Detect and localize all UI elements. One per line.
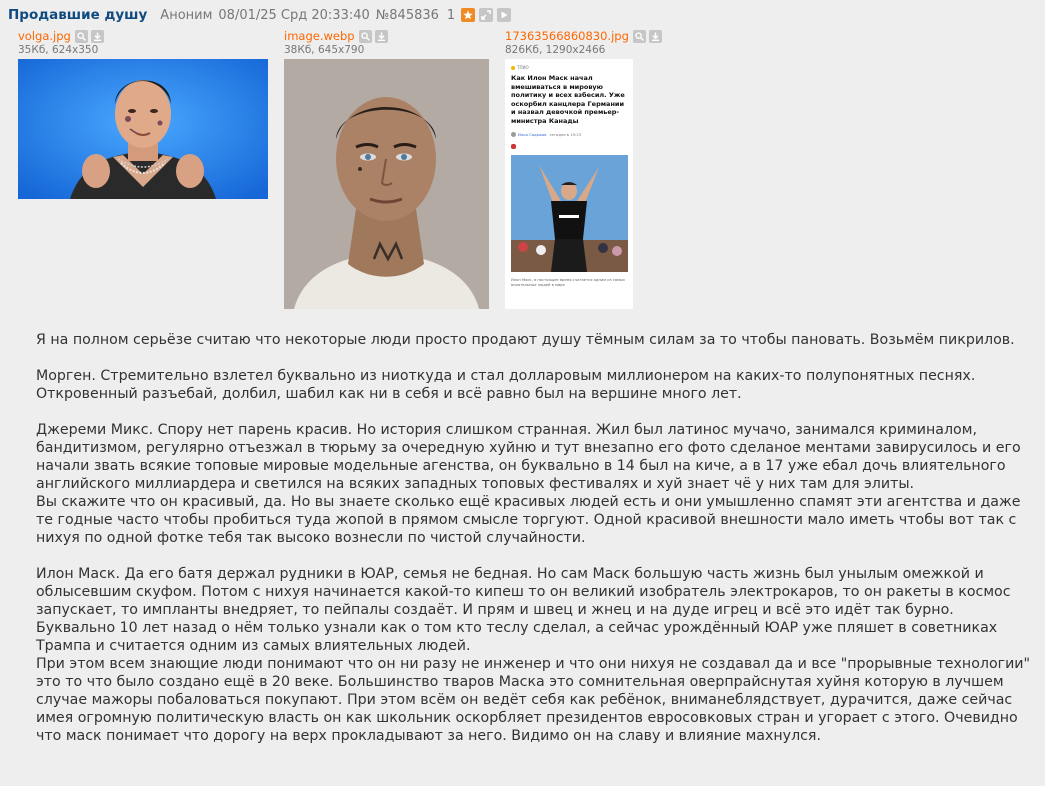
- search-image-icon[interactable]: [75, 30, 88, 43]
- article-source: ТПИО: [511, 65, 529, 70]
- expand-icon[interactable]: [479, 8, 493, 22]
- file-1: [18, 29, 268, 199]
- article-author: Илья Садыков сегодня в 19:23: [511, 132, 628, 137]
- message-paragraph: Илон Маск. Да его батя держал рудники в ЮАР, семья не бедная. Но сам Маск большую часть жизнь был унылым омежкой и облысевшим скуфом. Потом с нихуя начинается какой-то кипеш то он великий изобратель электрокаров, то он ракеты в космос запускает, то импланты внедряет, то пейпалы создаёт. И прям и швец и жнец и на дуде игрец и всё это идёт так бурно. Буквально 10 лет назад о нём только узнали как о том кто теслу сделал, а сейчас урождённый ЮАР уже пляшет в советниках Трампа и считается одним из самых влиятельных людей.: [36, 566, 1011, 654]
- post-subject: Продавшие душу: [8, 7, 148, 23]
- message-paragraph: Я на полном серьёзе считаю что некоторые люди просто продают душу тёмным силам за то чтобы пановать. Возьмём пикрилов.: [36, 332, 1015, 348]
- message-paragraph: Морген. Стремительно взлетел буквально из ниоткуда и стал долларовым миллионером на каких-то полупонятных песнях. Откровенный разъебай, долбил, шабил как ни в себя и всё равно был на вершине много лет.: [36, 368, 976, 402]
- replies-count[interactable]: 1: [446, 7, 456, 23]
- post-number[interactable]: №845836: [375, 7, 439, 23]
- file-3: [505, 29, 665, 309]
- search-image-icon[interactable]: [359, 30, 372, 43]
- article-caption: Илон Маск, в настоящее время считается одним из самых влиятельных людей в мире: [511, 278, 625, 287]
- search-image-icon[interactable]: [633, 30, 646, 43]
- post-header: [8, 6, 515, 24]
- download-icon[interactable]: [91, 30, 104, 43]
- favorite-star-icon[interactable]: [461, 8, 475, 22]
- article-photo: [511, 155, 628, 272]
- file-2: [284, 29, 489, 309]
- file-3-meta: 826Кб, 1290x2466: [505, 44, 606, 56]
- like-heart-icon: [511, 144, 516, 149]
- message-paragraph: Джереми Микс. Спору нет парень красив. Но история слишком странная. Жил был латинос мучачо, занимался криминалом, бандитизмом, регулярно отъезжал в тюрьму за очередную хуйню и тут внезапно его фото сделаное ментами завирусилось и его начали звать всякие топовые мировые модельные агенства, он буквально в 14 был на киче, а в 17 уже ебал дочь влиятельного английского миллиардера и светился на всяких западных топовых фестивалях и хуй знает чё у них там для элиты.: [36, 422, 1021, 492]
- article-headline: Как Илон Маск начал вмешиваться в мировую политику и всех взбесил. Уже оскорбил канцлера Германии и назвал девочкой премьер-министра Канады: [511, 74, 625, 125]
- file-2-meta: 38Кб, 645x790: [284, 44, 365, 56]
- message-paragraph: При этом всем знающие люди понимают что он ни разу не инженер и что они нихуя не создавал да и все "прорывные технологии" это то что было создано ещё в 20 веке. Большинство тваров Маска это сомнительная оверпрайснутая хуйня которую в лучшем случае мажоры побаловаться покупают. При этом всём он ведёт себя как ребёнок, вниманеблядствует, дурачится, даже сейчас имея огромную политическую власть он как школьник оскорбляет президентов евросовковых стран и угорает с этого. Очевидно что маск понимает что дорогу на верх прокладывают за него. Видимо он на славу и влияние махнулся.: [36, 656, 1031, 744]
- file-1-meta: 35Кб, 624x350: [18, 44, 99, 56]
- author-avatar: [511, 132, 516, 137]
- file-1-thumbnail[interactable]: [18, 59, 268, 199]
- source-logo-icon: [511, 66, 515, 70]
- file-1-name[interactable]: volga.jpg: [18, 29, 71, 43]
- play-icon[interactable]: [497, 8, 511, 22]
- file-2-name[interactable]: image.webp: [284, 29, 355, 43]
- download-icon[interactable]: [375, 30, 388, 43]
- file-3-thumbnail[interactable]: [505, 59, 633, 309]
- file-2-thumbnail[interactable]: [284, 59, 489, 309]
- post-datetime: 08/01/25 Срд 20:33:40: [218, 7, 370, 23]
- poster-name: Аноним: [160, 7, 213, 23]
- file-3-name[interactable]: 17363566860830.jpg: [505, 29, 629, 43]
- post-message: [36, 331, 1031, 745]
- download-icon[interactable]: [649, 30, 662, 43]
- message-paragraph: Вы скажите что он красивый, да. Но вы знаете сколько ещё красивых людей есть и они умышленно спамят эти агентства и даже те годные часто чтобы пробиться туда жопой в прямом смысле торгуют. Одной красивой внешности мало иметь чтобы вот так с нихуя по одной фотке тебя так высоко вознесли по чистой случайности.: [36, 494, 1021, 546]
